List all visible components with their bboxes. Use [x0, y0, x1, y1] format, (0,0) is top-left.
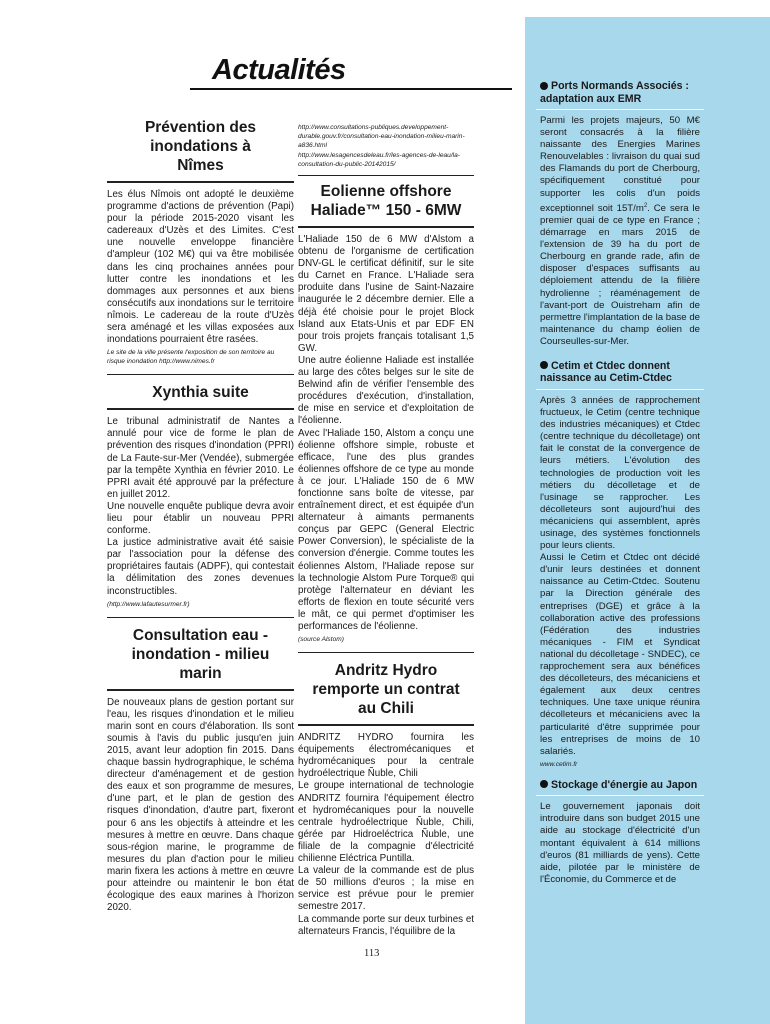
sidebar-body-ports: Parmi les projets majeurs, 50 M€ seront consacrés à la filière naissante des Energies Marines Renouvelables : livraison du quai sud des Flamands du port de Cherbourg, spécifiquement constitué pour supporter les colis d'un poids exceptionnel soit $15T/m^2$. Ce sera le premier quai de ce type en France ; démarrage en mars 2015 de l'extension de 39 ha du port de Cherbourg en grande rade, afin de disposer d'espaces suffisants au déploiement attendu de la filière hydrolienne ; réaménagement de l'avant-port de Ouistreham afin de permettre l'implantation de la base de maintenance du champ éolien de Courseulles-sur-Mer. — [540, 115, 700, 347]
page-title: Actualités — [212, 54, 346, 86]
consultation-link-1[interactable]: http://www.consultations-publiques.developpement-durable.gouv.fr/consultation-eau-inondation-milieu-marin-a836.html — [298, 124, 465, 150]
article-rule — [107, 689, 294, 691]
sidebar-heading-ports: Ports Normands Associés : adaptation aux EMR — [540, 80, 689, 105]
article-rule — [298, 175, 474, 176]
sidebar-heading-cetim: Cetim et Ctdec donnent naissance au Cetim-Ctdec — [540, 359, 672, 385]
consultation-link-2[interactable]: http://www.lesagencesdeleau.fr/les-agences-de-leau/la-consultation-du-public-20142015/ — [298, 151, 461, 168]
column-3-sidebar — [540, 80, 700, 886]
article-source-eolienne: (source Alstom) — [298, 636, 344, 644]
sidebar-rule — [536, 109, 704, 110]
sidebar-source-cetim[interactable]: www.cetim.fr — [540, 760, 578, 768]
bullet-icon — [540, 361, 548, 369]
article-title-xynthia: Xynthia suite — [152, 384, 249, 402]
article-body-eolienne-1: L'Haliade 150 de 6 MW d'Alstom a obtenu de l'organisme de certification DNV-GL le certificat définitif, sur le site du Carnet en France. L'Haliade sera produite dans l'usine de Saint-Nazaire inaugurée le 2 décembre dernier. Elle a déjà été choisie pour le projet Block Island aux Etats-Unis et par EDF EN pour trois projets français totalisant 1,5 GW. — [298, 234, 474, 354]
article-rule — [107, 181, 294, 183]
page-number: 113 — [364, 948, 380, 959]
article-title-consultation: Consultation eau - inondation - milieu marin — [131, 626, 270, 682]
article-body-xynthia-1: Le tribunal administratif de Nantes a annulé pour vice de forme le plan de prévention des risques d'inondation (PPRI) de La Faute-sur-Mer (Vendée), submergée par la tempête Xynthia en février 2010. Le PPRI avait été approuvé par la préfecture en juillet 2012. — [107, 416, 294, 500]
column-2 — [298, 123, 474, 938]
column-1 — [107, 118, 294, 914]
sidebar-heading-stockage: Stockage d'énergie au Japon — [540, 779, 700, 792]
article-body-eolienne-3: Avec l'Haliade 150, Alstom a conçu une éolienne offshore simple, robuste et efficace, l'une des plus grandes éoliennes offshore de ce type au monde à ce jour. L'Haliade 150 de 6 MW fonctionne sans boîte de vitesse, par entraînement direct, et est équipée d'un alternateur à aimants permanents conçus par GEPC (General Electric Power Conversion), le spécialiste de la conversion d'énergie. Comme toutes les éoliennes Alstom, l'Haliade repose sur la technologie Alstom Pure Torque® qui protège l'alternateur en déviant les efforts de flexion en toute sécurité vers le mât, ce qui permet d'optimiser les performances de l'éolienne. — [298, 427, 474, 633]
article-rule — [107, 408, 294, 410]
sidebar-body-cetim-2: Aussi le Cetim et Ctdec ont décidé d'unir leurs destinées et donnent naissance au Cetim-Ctdec. Soutenu par la Direction générale des entreprises (DGE) et grâce à la collaboration active des professions (Fédération des industries mécaniques - FIM et Syndicat national du décolletage - SNDEC), ce rapprochement sera aux bénéfices des décolleteurs, des mécaniciens et également aux deux centres techniques. Une taxe unique réunira décolleteurs et mécaniciens avec la particularité d'être supprimée pour les entreprises de moins de 10 salariés. — [540, 552, 700, 757]
article-body-consultation: De nouveaux plans de gestion portant sur l'eau, les risques d'inondation et le milieu marin sont en cours d'élaboration. Ils sont soumis à l'avis du public jusqu'en juin 2015, avant leur adoption fin 2015. Dans chaque bassin hydrographique, le schéma directeur d'aménagement et de gestion des eaux et son programme de mesures, d'une part, et le plan de gestion des risques d'inondation, d'autre part, fixeront pour 6 ans les objectifs à atteindre et les mesures à mettre en œuvre. Dans chaque sous-région marine, le programme de mesures du plan d'action pour le milieu marin fixera les actions à mettre en œuvre pour atteindre ou maintenir le bon état écologique des eaux marines à l'horizon 2020. — [107, 696, 294, 914]
article-rule — [298, 724, 474, 726]
article-body-andritz-4: La commande porte sur deux turbines et alternateurs Francis, l'équilibre de la — [298, 913, 474, 937]
bullet-icon — [540, 780, 548, 788]
article-title-eolienne: Eolienne offshore Haliade™ 150 - 6MW — [310, 183, 462, 220]
article-source-xynthia: (http://www.lafautesurmer.fr) — [107, 600, 190, 608]
article-body-andritz-2: Le groupe international de technologie ANDRITZ fournira l'équipement électro et hydromécaniques pour la nouvelle centrale hydroélectrique Ñuble, Chili, gérée par Hidroeléctrica Ñuble, une filiale de la compagnie d'électricité chilienne Eléctrica Puntilla. — [298, 780, 474, 865]
title-rule — [190, 88, 512, 90]
article-title-andritz: Andritz Hydro remporte un contrat au Chili — [312, 662, 460, 718]
article-body-prevention: Les élus Nîmois ont adopté le deuxième programme d'actions de prévention (Papi) pour la période 2015-2020 visant les cadereaux d'Uzès et des Limites. C'est une nouvelle enveloppe financière d'ampleur (102 M€) qui va être mobilisée dans les cinq prochaines années pour lutter contre les inondations et les dommages aux personnes et aux biens consécutifs aux inondations sur le territoire nîmois. Le cadereau de la route d'Uzès sera aménagé et les villas exposées aux inondations pourraient être rasées. — [107, 189, 294, 346]
article-rule — [298, 652, 474, 653]
bullet-icon — [540, 82, 548, 90]
article-rule — [298, 226, 474, 228]
article-body-eolienne-2: Une autre éolienne Haliade est installée au large des côtes belges sur le site de Belwind afin de vérifier l'ensemble des procédures d'exécution, d'installation, de mise en service et d'exploitation de l'éolienne. — [298, 354, 474, 427]
article-body-andritz-3: La valeur de la commande est de plus de 50 millions d'euros ; la mise en service est prévue pour le premier semestre 2017. — [298, 865, 474, 913]
sidebar-body-stockage: Le gouvernement japonais doit introduire dans son budget 2015 une aide au stockage d'électricité d'un montant équivalent à 614 millions d'euros (81 milliards de yens). Cette aide, pilotée par le ministère de l'Économie, du Commerce et de — [540, 801, 700, 885]
article-rule — [107, 374, 294, 375]
sidebar-body-cetim-1: Après 3 années de rapprochement fructueux, le Cetim (centre technique des industries mécaniques) et Ctdec (centre technique du décolletage) ont fait le constat de la convergence de leurs métiers. L'évolution des technologies de production voit les métiers du décolletage et de l'usinage se rapprocher. Les décolleteurs sont aujourd'hui des mécaniciens qui assemblent, après usinage, des systèmes fonctionnels pour leurs clients. — [540, 394, 700, 552]
article-title-prevention: Prévention des inondations à Nîmes — [144, 119, 257, 174]
article-body-andritz-1: ANDRITZ HYDRO fournira les équipements électromécaniques et hydromécaniques pour la centrale hydroélectrique Ñuble, Chili — [298, 732, 474, 780]
article-body-xynthia-3: La justice administrative avait été saisie par l'association pour la défense des propriétaires fautais (ADPF), qui contestait la délimitation des zones devenues inconstructibles. — [107, 537, 294, 597]
article-body-xynthia-2: Une nouvelle enquête publique devra avoir lieu pour établir un nouveau PPRI conforme. — [107, 500, 294, 537]
sidebar-rule — [536, 389, 704, 390]
article-rule — [107, 617, 294, 618]
sidebar-rule — [536, 795, 704, 796]
article-source-prevention: Le site de la ville présente l'exposition de son territoire au risque inondation http://www.nimes.fr — [107, 349, 275, 366]
